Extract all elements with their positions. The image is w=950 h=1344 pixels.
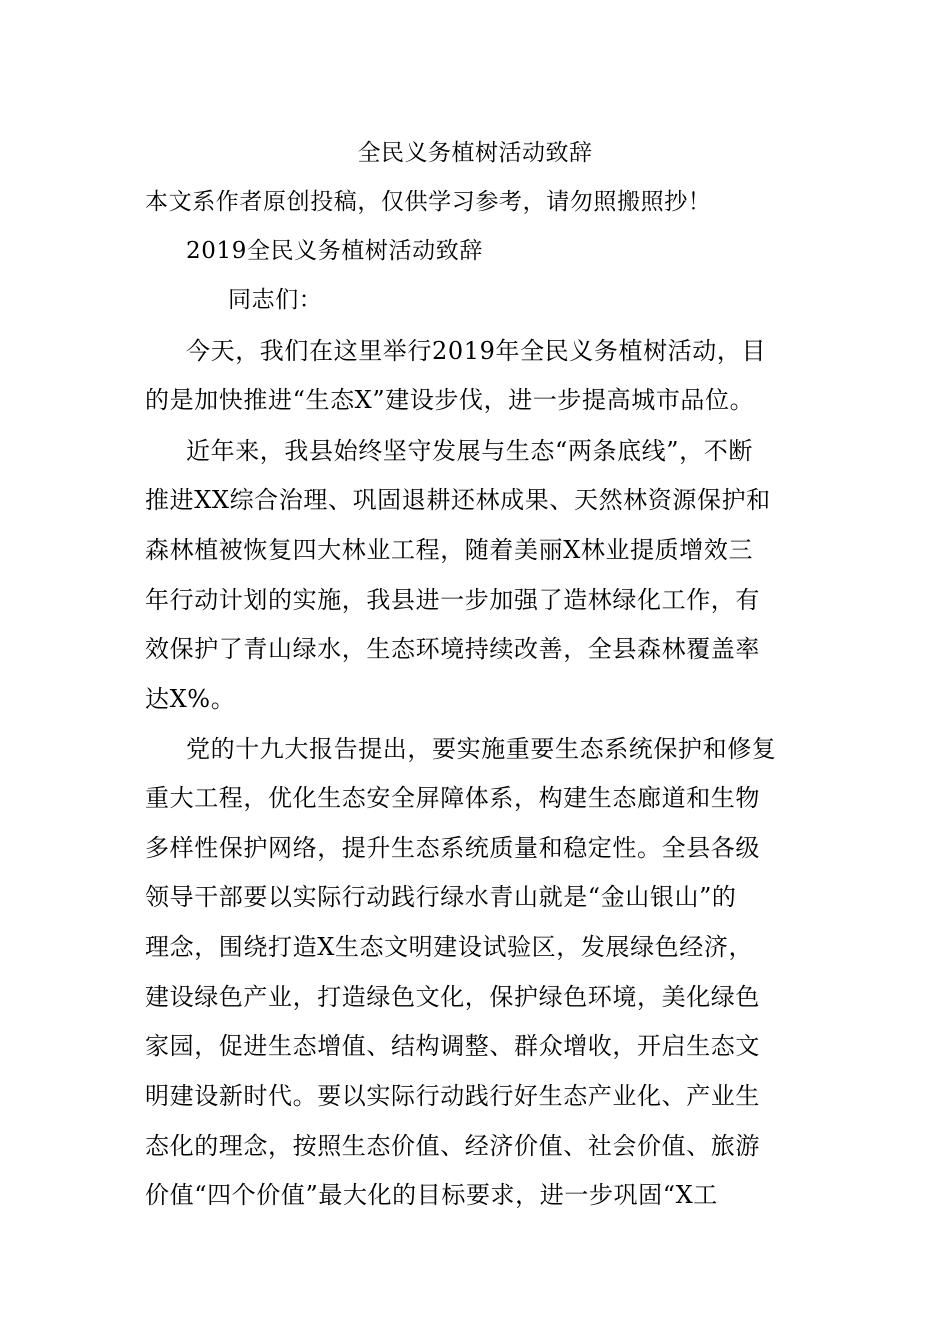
paragraph-3-line-7: 家园，促进生态增值、结构调整、群众增收，开启生态文 bbox=[145, 1032, 760, 1060]
paragraph-1-line-1: 今天，我们在这里举行2019年全民义务植树活动，目 bbox=[186, 337, 767, 365]
paragraph-3-line-3: 多样性保护网络，提升生态系统质量和稳定性。全县各级 bbox=[145, 834, 760, 862]
paragraph-1-line-2: 的是加快推进“生态X”建设步伐，进一步提高城市品位。 bbox=[145, 386, 755, 414]
paragraph-3-line-9: 态化的理念，按照生态价值、经济价值、社会价值、旅游 bbox=[145, 1132, 760, 1160]
paragraph-2-line-4: 年行动计划的实施，我县进一步加强了造林绿化工作，有 bbox=[145, 586, 760, 614]
salutation: 同志们： bbox=[228, 287, 323, 313]
paragraph-2-line-6: 达X%。 bbox=[145, 685, 236, 713]
paragraph-3-line-8: 明建设新时代。要以实际行动践行好生态产业化、产业生 bbox=[145, 1082, 760, 1110]
paragraph-2-line-3: 森林植被恢复四大林业工程，随着美丽X林业提质增效三 bbox=[145, 536, 754, 564]
paragraph-2-line-1: 近年来，我县始终坚守发展与生态“两条底线”，不断 bbox=[186, 437, 753, 465]
paragraph-3-line-1: 党的十九大报告提出，要实施重要生态系统保护和修复 bbox=[186, 735, 777, 763]
paragraph-3-line-6: 建设绿色产业，打造绿色文化，保护绿色环境，美化绿色 bbox=[145, 983, 760, 1011]
document-title: 全民义务植树活动致辞 bbox=[357, 140, 593, 166]
paragraph-3-line-4: 领导干部要以实际行动践行绿水青山就是“金山银山”的 bbox=[145, 883, 737, 911]
paragraph-2-line-5: 效保护了青山绿水，生态环境持续改善，全县森林覆盖率 bbox=[145, 635, 760, 663]
paragraph-3-line-5: 理念，围绕打造X生态文明建设试验区，发展绿色经济， bbox=[145, 933, 754, 961]
paragraph-3-line-10: 价值“四个价值”最大化的目标要求，进一步巩固“X工 bbox=[145, 1181, 718, 1209]
paragraph-2-line-2: 推进XX综合治理、巩固退耕还林成果、天然林资源保护和 bbox=[145, 486, 771, 514]
copyright-notice: 本文系作者原创投稿，仅供学习参考，请勿照搬照抄！ bbox=[145, 189, 712, 215]
paragraph-3-line-2: 重大工程，优化生态安全屏障体系，构建生态廊道和生物 bbox=[145, 784, 760, 812]
speech-title: 2019全民义务植树活动致辞 bbox=[186, 238, 483, 264]
